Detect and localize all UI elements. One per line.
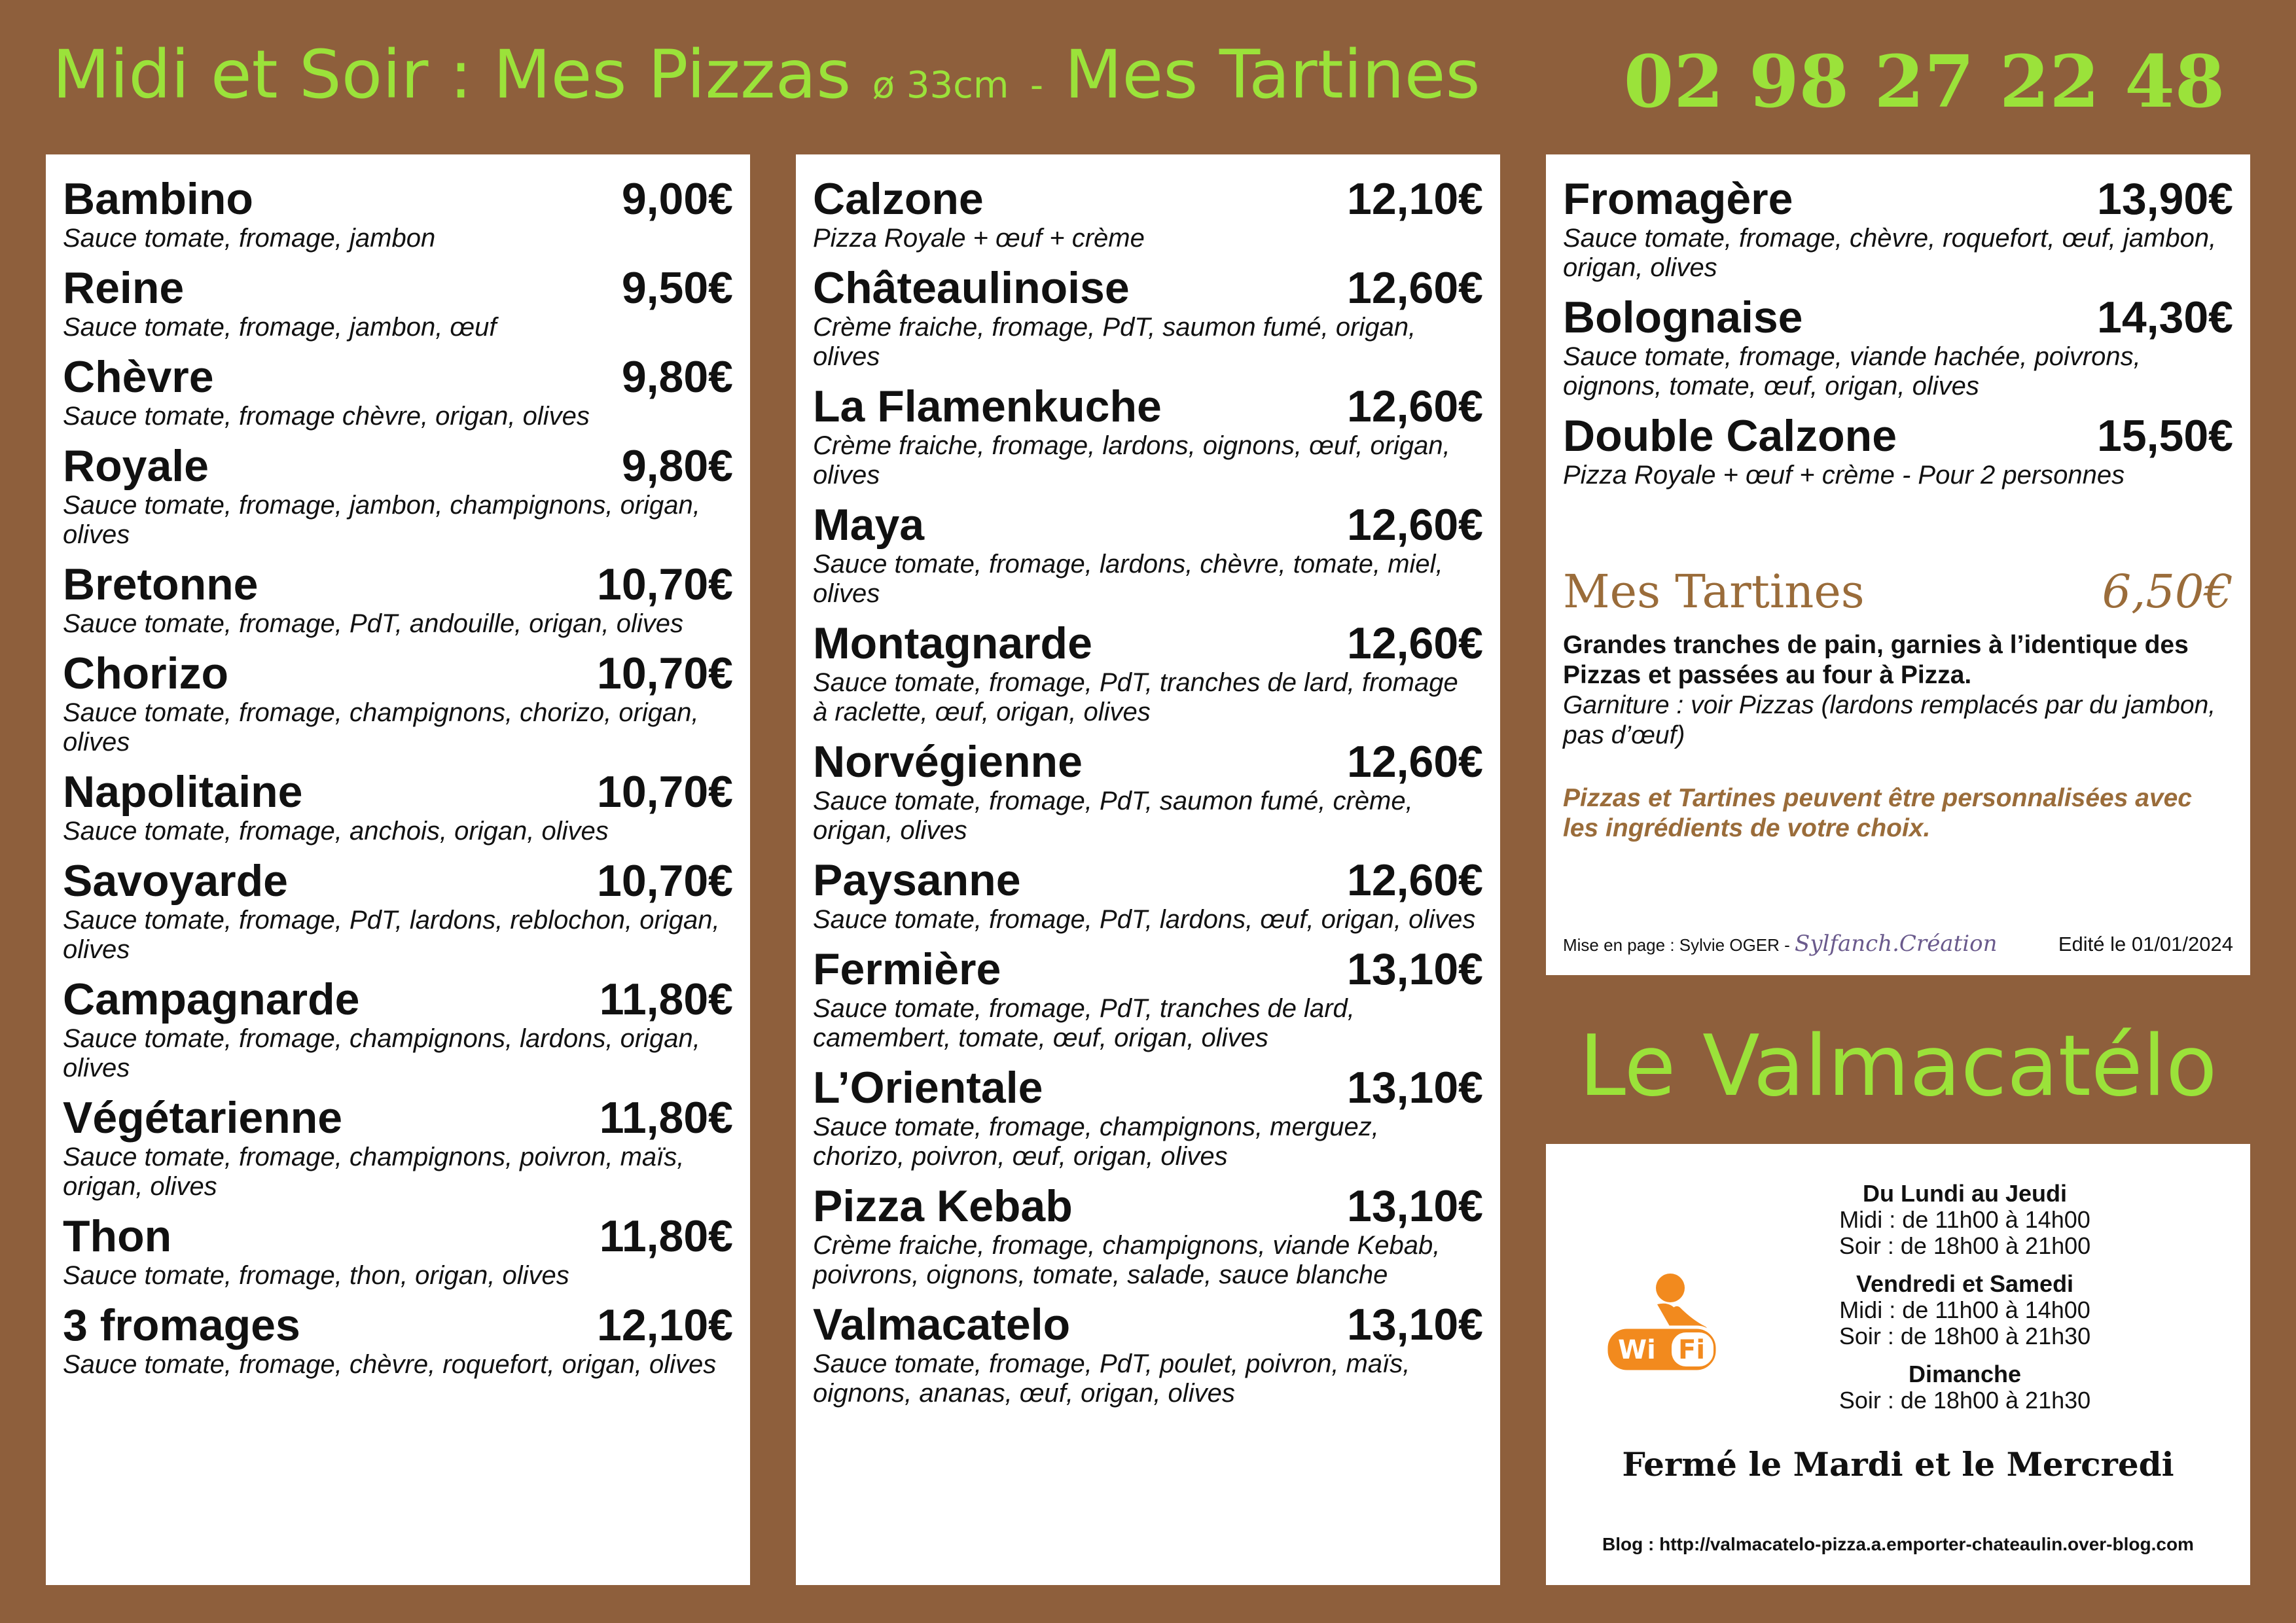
- item-price: 11,80€: [599, 974, 733, 1024]
- svg-text:Fi: Fi: [1678, 1335, 1706, 1365]
- item-price: 10,70€: [597, 560, 733, 609]
- menu-item: [1563, 174, 2233, 283]
- item-description: Crème fraiche, fromage, lardons, oignons, œuf, origan, olives: [813, 431, 1450, 490]
- item-name: Double Calzone: [1563, 411, 1897, 461]
- item-description: Sauce tomate, fromage, champignons, poivron, maïs, origan, olives: [63, 1143, 685, 1201]
- item-name: Chorizo: [63, 649, 229, 698]
- item-price: 12,60€: [1347, 737, 1483, 787]
- item-name: Bolognaise: [1563, 293, 1803, 342]
- item-name: Royale: [63, 441, 209, 491]
- item-name: Reine: [63, 263, 185, 313]
- item-price: 12,10€: [1347, 174, 1483, 224]
- svg-text:Wi: Wi: [1618, 1335, 1656, 1365]
- item-description: Sauce tomate, fromage, chèvre, roquefort, œuf, jambon, origan, olives: [1563, 224, 2217, 282]
- credit-label: Mise en page : Sylvie OGER -: [1563, 935, 1790, 955]
- menu-item: [813, 500, 1483, 609]
- item-price: 9,80€: [621, 352, 733, 402]
- item-name: La Flamenkuche: [813, 382, 1162, 431]
- item-name: Maya: [813, 500, 925, 550]
- tartines-header: [1563, 562, 2233, 621]
- item-description: Sauce tomate, fromage, lardons, chèvre, tomate, miel, olives: [813, 550, 1443, 608]
- item-price: 13,10€: [1347, 1181, 1483, 1231]
- item-name: Savoyarde: [63, 856, 288, 906]
- item-price: 12,60€: [1347, 855, 1483, 905]
- item-price: 11,80€: [599, 1211, 733, 1261]
- item-description: Sauce tomate, fromage, PdT, lardons, œuf, origan, olives: [813, 905, 1476, 934]
- hours-block: [1742, 1271, 2187, 1349]
- blog-link[interactable]: Blog : http://valmacatelo-pizza.a.emporter-chateaulin.over-blog.com: [1602, 1534, 2194, 1554]
- menu-item: [63, 560, 733, 639]
- item-name: Montagnarde: [813, 618, 1092, 668]
- hours-block: [1742, 1181, 2187, 1259]
- item-name: Valmacatelo: [813, 1300, 1071, 1349]
- item-description: Sauce tomate, fromage, thon, origan, olives: [63, 1261, 569, 1290]
- menu-item: [63, 1300, 733, 1380]
- tartines-garniture: Garniture : voir Pizzas (lardons remplacés par du jambon, pas d’œuf): [1563, 691, 2216, 749]
- menu-item: [63, 1211, 733, 1291]
- item-price: 12,60€: [1347, 500, 1483, 550]
- item-name: Fermière: [813, 944, 1001, 994]
- menu-item: [63, 974, 733, 1083]
- item-description: Sauce tomate, fromage, jambon, œuf: [63, 313, 497, 342]
- item-name: Végétarienne: [63, 1093, 343, 1143]
- menu-item: [1563, 293, 2233, 401]
- item-description: Sauce tomate, fromage, PdT, lardons, reblochon, origan, olives: [63, 906, 720, 964]
- item-description: Pizza Royale + œuf + crème - Pour 2 personnes: [1563, 461, 2125, 490]
- hours-days: Vendredi et Samedi: [1856, 1270, 2074, 1297]
- pizza-column-3: [1546, 154, 2250, 975]
- menu-item: [63, 767, 733, 846]
- item-name: Fromagère: [1563, 174, 1793, 224]
- hours-line: Midi : de 11h00 à 14h00: [1839, 1296, 2090, 1323]
- menu-item: [813, 263, 1483, 372]
- item-description: Sauce tomate, fromage, PdT, saumon fumé, crème, origan, olives: [813, 787, 1413, 845]
- hours-block: [1742, 1361, 2187, 1414]
- item-description: Pizza Royale + œuf + crème: [813, 224, 1145, 253]
- wifi-icon: [1598, 1262, 1729, 1393]
- menu-item: [813, 737, 1483, 846]
- hours-panel: [1546, 1144, 2250, 1585]
- item-price: 10,70€: [597, 856, 733, 906]
- phone-number[interactable]: 02 98 27 22 48: [1623, 39, 2225, 124]
- item-name: L’Orientale: [813, 1063, 1043, 1113]
- credit-signature: Sylfanch.Création: [1795, 931, 1998, 957]
- menu-item: [63, 263, 733, 342]
- menu-title: [52, 26, 1571, 124]
- title-part2: Mes Tartines: [1064, 36, 1480, 114]
- pizza-size: ø 33cm: [872, 64, 1009, 107]
- item-price: 12,60€: [1347, 618, 1483, 668]
- tartines-description: Grandes tranches de pain, garnies à l’identique des Pizzas et passées au four à Pizza.: [1563, 631, 2189, 689]
- item-name: Thon: [63, 1211, 172, 1261]
- item-price: 13,10€: [1347, 1063, 1483, 1113]
- item-description: Sauce tomate, fromage, champignons, merguez, chorizo, poivron, œuf, origan, olives: [813, 1113, 1379, 1171]
- menu-item: [813, 944, 1483, 1053]
- item-description: Sauce tomate, fromage chèvre, origan, olives: [63, 402, 590, 431]
- item-price: 13,90€: [2097, 174, 2233, 224]
- item-description: Sauce tomate, fromage, PdT, tranches de lard, fromage à raclette, œuf, origan, olives: [813, 668, 1458, 726]
- pizza-column-2: [796, 154, 1500, 1585]
- item-name: Napolitaine: [63, 767, 303, 817]
- item-name: Campagnarde: [63, 974, 360, 1024]
- tartines-price: 6,50€: [2102, 565, 2233, 618]
- restaurant-name: Le Valmacatélo: [1579, 1018, 2217, 1115]
- customization-note: Pizzas et Tartines peuvent être personnalisées avec les ingrédients de votre choix.: [1563, 784, 2192, 842]
- item-name: Pizza Kebab: [813, 1181, 1073, 1231]
- item-description: Sauce tomate, fromage, anchois, origan, olives: [63, 817, 609, 846]
- item-name: Châteaulinoise: [813, 263, 1130, 313]
- item-name: Chèvre: [63, 352, 214, 402]
- item-price: 9,80€: [621, 441, 733, 491]
- item-description: Sauce tomate, fromage, champignons, lardons, origan, olives: [63, 1024, 700, 1082]
- item-price: 13,10€: [1347, 944, 1483, 994]
- item-name: Paysanne: [813, 855, 1021, 905]
- item-price: 10,70€: [597, 767, 733, 817]
- item-name: Bambino: [63, 174, 253, 224]
- credits-line: [1563, 931, 2233, 957]
- menu-item: [63, 441, 733, 550]
- item-name: Norvégienne: [813, 737, 1083, 787]
- menu-item: [63, 352, 733, 431]
- title-separator: -: [1030, 64, 1044, 107]
- pizza-column-1: [46, 154, 750, 1585]
- item-price: 12,60€: [1347, 263, 1483, 313]
- menu-item: [813, 1063, 1483, 1171]
- item-price: 9,50€: [621, 263, 733, 313]
- item-description: Sauce tomate, fromage, champignons, chorizo, origan, olives: [63, 698, 699, 757]
- item-description: Sauce tomate, fromage, PdT, andouille, origan, olives: [63, 609, 683, 638]
- item-description: Sauce tomate, fromage, PdT, poulet, poivron, maïs, oignons, ananas, œuf, origan, olives: [813, 1349, 1410, 1408]
- item-name: 3 fromages: [63, 1300, 300, 1350]
- item-name: Calzone: [813, 174, 984, 224]
- item-description: Crème fraiche, fromage, champignons, viande Kebab, poivrons, oignons, tomate, salade, sauce blanche: [813, 1231, 1441, 1289]
- hours-days: Dimanche: [1908, 1361, 2022, 1387]
- menu-item: [813, 1300, 1483, 1408]
- hours-days: Du Lundi au Jeudi: [1863, 1180, 2067, 1207]
- item-price: 10,70€: [597, 649, 733, 698]
- opening-hours: [1742, 1181, 2187, 1425]
- menu-item: [63, 649, 733, 757]
- menu-item: [813, 855, 1483, 935]
- item-description: Sauce tomate, fromage, viande hachée, poivrons, oignons, tomate, œuf, origan, olives: [1563, 342, 2141, 401]
- menu-item: [1563, 411, 2233, 490]
- hours-line: Soir : de 18h00 à 21h30: [1839, 1323, 2091, 1349]
- item-description: Sauce tomate, fromage, PdT, tranches de lard, camembert, tomate, œuf, origan, olives: [813, 994, 1355, 1052]
- menu-item: [813, 1181, 1483, 1290]
- closed-days: Fermé le Mardi et le Mercredi: [1622, 1445, 2174, 1484]
- edition-date: Edité le 01/01/2024: [2058, 933, 2233, 955]
- title-part1: Midi et Soir : Mes Pizzas: [52, 36, 852, 114]
- item-price: 9,00€: [621, 174, 733, 224]
- tartines-title: Mes Tartines: [1563, 565, 1865, 618]
- menu-item: [63, 856, 733, 965]
- item-description: Sauce tomate, fromage, jambon, champignons, origan, olives: [63, 491, 700, 549]
- item-name: Bretonne: [63, 560, 259, 609]
- menu-item: [813, 618, 1483, 727]
- menu-item: [813, 382, 1483, 490]
- menu-item: [813, 174, 1483, 253]
- item-description: Crème fraiche, fromage, PdT, saumon fumé, origan, olives: [813, 313, 1416, 371]
- item-price: 11,80€: [599, 1093, 733, 1143]
- item-price: 12,10€: [597, 1300, 733, 1350]
- item-price: 13,10€: [1347, 1300, 1483, 1349]
- item-description: Sauce tomate, fromage, chèvre, roquefort, origan, olives: [63, 1350, 717, 1379]
- menu-item: [63, 174, 733, 253]
- item-price: 15,50€: [2097, 411, 2233, 461]
- menu-item: [63, 1093, 733, 1202]
- hours-line: Soir : de 18h00 à 21h00: [1839, 1232, 2091, 1259]
- item-price: 14,30€: [2097, 293, 2233, 342]
- hours-line: Soir : de 18h00 à 21h30: [1839, 1387, 2091, 1414]
- item-price: 12,60€: [1347, 382, 1483, 431]
- hours-line: Midi : de 11h00 à 14h00: [1839, 1206, 2090, 1233]
- item-description: Sauce tomate, fromage, jambon: [63, 224, 436, 253]
